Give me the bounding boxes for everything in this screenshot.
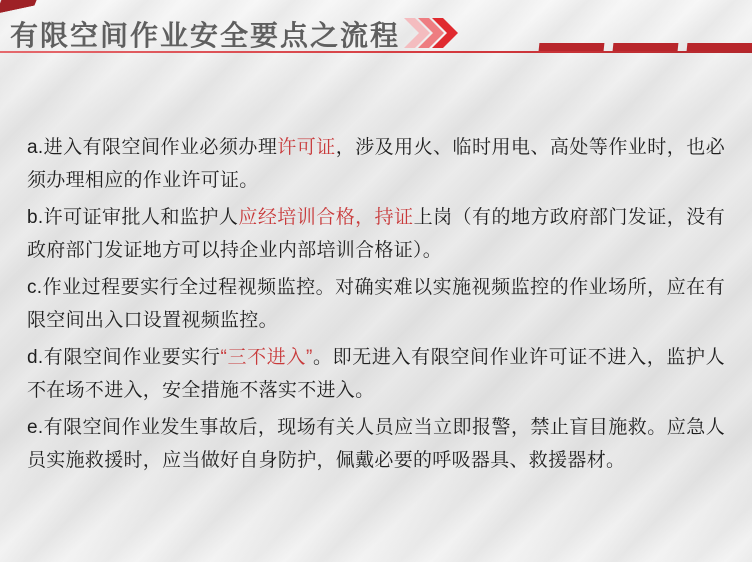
highlight-text: 应经培训合格，持证 <box>238 207 414 228</box>
header-bar-3 <box>687 43 752 51</box>
highlight-text: “三不进入” <box>220 347 313 368</box>
body-text: d.有限空间作业要实行 <box>27 347 221 368</box>
header-bar-2 <box>613 43 679 51</box>
header-underline <box>0 51 752 53</box>
body-text: 上岗（有的地方政府部门发证，没有政府部门发证地方可以持企业内部培训合格证）。 <box>27 207 725 261</box>
paragraph <box>27 201 725 267</box>
paragraph <box>27 271 725 337</box>
body-text: ，涉及用火、临时用电、高处等作业时，也必须办理相应的作业许可证。 <box>27 137 725 191</box>
page-title: 有限空间作业安全要点之流程 <box>10 20 401 51</box>
highlight-text: 许可证 <box>277 137 336 158</box>
body-text: a.进入有限空间作业必须办理 <box>27 137 278 158</box>
body-text: 。即无进入有限空间作业许可证不进入，监护人不在场不进入，安全措施不落实不进入。 <box>27 347 725 401</box>
paragraph <box>27 411 725 477</box>
body-text: b.许可证审批人和监护人 <box>27 207 239 228</box>
paragraph <box>27 341 725 407</box>
body-text: e.有限空间作业发生事故后，现场有关人员应当立即报警，禁止盲目施救。应急人员实施救援时，应当做好自身防护，佩戴必要的呼吸器具、救援器材。 <box>27 417 725 471</box>
chevron-triple-icon <box>403 16 465 55</box>
body-text: c.作业过程要实行全过程视频监控。对确实难以实施视频监控的作业场所，应在有限空间出入口设置视频监控。 <box>27 277 725 331</box>
corner-accent-shape <box>0 0 43 14</box>
content-area <box>27 131 725 481</box>
paragraph <box>27 131 725 197</box>
header-bar-1 <box>539 43 605 51</box>
